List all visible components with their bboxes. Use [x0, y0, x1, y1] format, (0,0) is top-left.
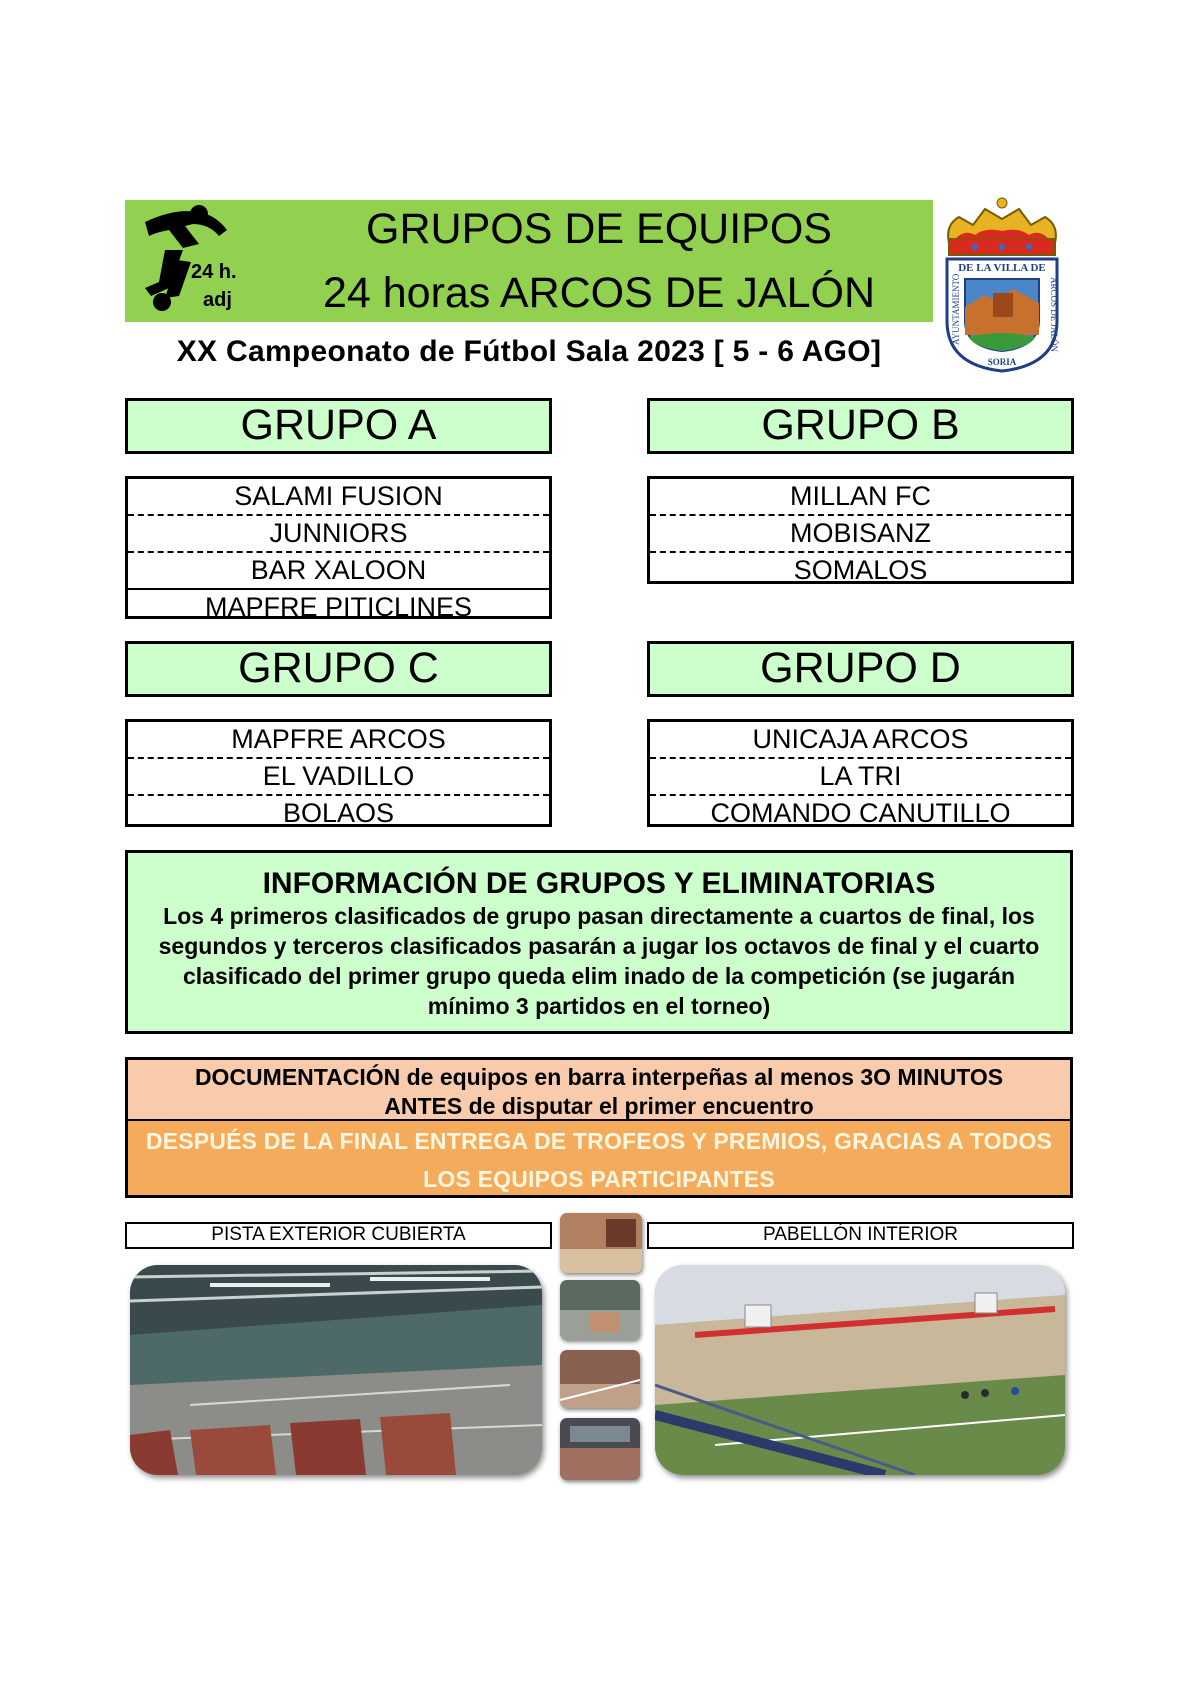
group-d-team-list: [647, 719, 1074, 827]
team-row: MOBISANZ: [650, 516, 1071, 553]
outdoor-court-label: PISTA EXTERIOR CUBIERTA: [125, 1222, 552, 1249]
info-line: segundos y terceros clasificados pasarán a jugar los octavos de final y el cuarto: [158, 933, 1040, 959]
outdoor-court-photo: [130, 1265, 542, 1475]
indoor-hall-label: PABELLÓN INTERIOR: [647, 1222, 1074, 1249]
group-b-team-list: [647, 476, 1074, 584]
coat-of-arms-emblem: [935, 195, 1070, 375]
page-title: GRUPOS DE EQUIPOS: [366, 205, 832, 253]
group-c-header: GRUPO C: [125, 641, 552, 697]
trophy-notice: [125, 1119, 1073, 1198]
info-line: Los 4 primeros clasificados de grupo pasan directamente a cuartos de final, los: [163, 903, 1035, 929]
team-row: SALAMI FUSION: [128, 479, 549, 516]
coat-text-top: DE LA VILLA DE: [958, 262, 1046, 274]
facility-thumbnail: [560, 1418, 640, 1480]
team-row: MILLAN FC: [650, 479, 1071, 516]
info-body: [128, 901, 1070, 1021]
logo-text-adj: adj: [203, 289, 232, 311]
team-row: UNICAJA ARCOS: [650, 722, 1071, 759]
documentation-line: DOCUMENTACIÓN de equipos en barra interpeñas al menos 3O MINUTOS: [194, 1064, 1004, 1090]
coat-text-bottom: SORIA: [987, 357, 1017, 367]
team-row: LA TRI: [650, 759, 1071, 796]
documentation-notice: [125, 1057, 1073, 1120]
info-line: clasificado del primer grupo queda elim inado de la competición (se jugarán: [182, 963, 1016, 989]
info-line: mínimo 3 partidos en el torneo): [427, 993, 771, 1019]
trophy-line: LOS EQUIPOS PARTICIPANTES: [423, 1166, 775, 1192]
coat-text-left: AYUNTAMIENTO: [951, 273, 961, 345]
team-row: MAPFRE ARCOS: [128, 722, 549, 759]
indoor-hall-photo: [655, 1265, 1065, 1475]
group-d-header: GRUPO D: [647, 641, 1074, 697]
coat-text-right: ARCOS DE JALÓN: [1049, 277, 1059, 353]
group-a-header: GRUPO A: [125, 398, 552, 454]
info-title: INFORMACIÓN DE GRUPOS Y ELIMINATORIAS: [262, 867, 936, 900]
trophy-line: DESPUÉS DE LA FINAL ENTREGA DE TROFEOS Y PREMIOS, GRACIAS A TODOS: [145, 1128, 1053, 1154]
group-c-team-list: [125, 719, 552, 827]
documentation-line: ANTES de disputar el primer encuentro: [384, 1093, 814, 1119]
page-title-event: 24 horas ARCOS DE JALÓN: [322, 269, 876, 317]
team-row: SOMALOS: [793, 555, 928, 585]
facility-thumbnail: [560, 1213, 642, 1273]
team-row: JUNNIORS: [128, 516, 549, 553]
tournament-logo: [135, 200, 265, 322]
page-subtitle: XX Campeonato de Fútbol Sala 2023 [ 5 - 6 AGO]: [176, 335, 882, 368]
groups-info-box: [125, 850, 1073, 1034]
facility-thumbnail: [560, 1280, 640, 1340]
team-row: COMANDO CANUTILLO: [710, 798, 1011, 828]
group-b-header: GRUPO B: [647, 398, 1074, 454]
team-row: BOLAOS: [282, 798, 395, 828]
group-a-team-list: [125, 476, 552, 622]
team-row: BAR XALOON: [128, 553, 549, 590]
team-row: EL VADILLO: [128, 759, 549, 796]
team-row: MAPFRE PITICLINES: [204, 592, 473, 622]
facility-thumbnail: [560, 1350, 640, 1408]
logo-text-24h: 24 h.: [191, 261, 237, 283]
